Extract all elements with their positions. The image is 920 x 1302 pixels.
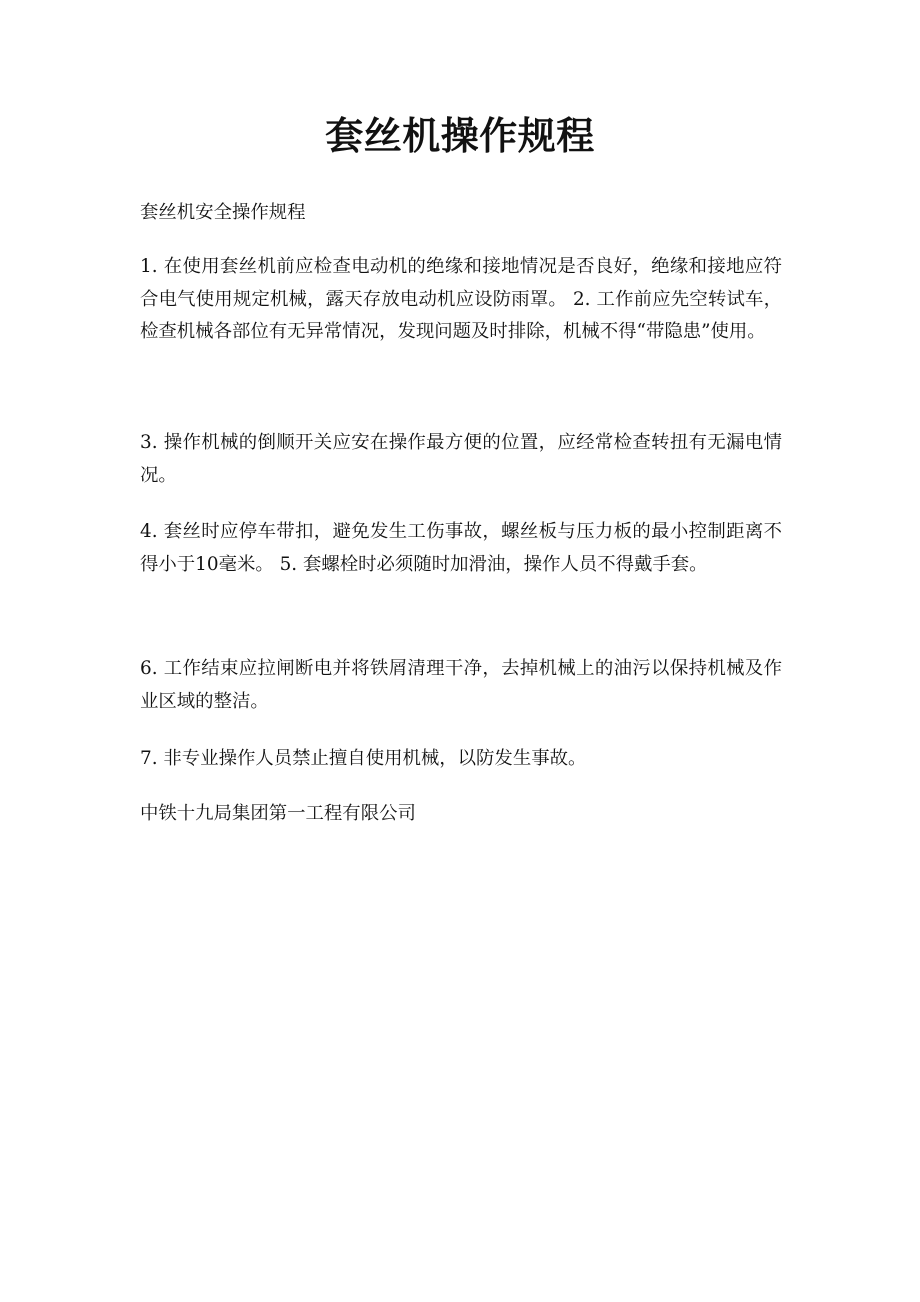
paragraph-4-5: 4. 套丝时应停车带扣，避免发生工伤事故，螺丝板与压力板的最小控制距离不得小于10毫米。 5. 套螺栓时必须随时加滑油，操作人员不得戴手套。	[140, 521, 782, 575]
document-subtitle: 套丝机安全操作规程	[140, 202, 306, 223]
paragraph-6: 6. 工作结束应拉闸断电并将铁屑清理干净，去掉机械上的油污以保持机械及作业区域的整洁。	[140, 658, 782, 712]
paragraph-3: 3. 操作机械的倒顺开关应安在操作最方便的位置，应经常检查转扭有无漏电情况。	[140, 432, 782, 486]
document-title: 套丝机操作规程	[325, 113, 595, 158]
paragraph-7: 7. 非专业操作人员禁止擅自使用机械，以防发生事故。	[140, 748, 587, 769]
paragraph-1-2: 1. 在使用套丝机前应检查电动机的绝缘和接地情况是否良好，绝缘和接地应符合电气使用规定机械，露天存放电动机应设防雨罩。 2. 工作前应先空转试车，检查机械各部位有无异常情况，发现问题及时排除，机械不得“带隐患”使用。	[140, 256, 782, 343]
company-name: 中铁十九局集团第一工程有限公司	[140, 803, 416, 824]
